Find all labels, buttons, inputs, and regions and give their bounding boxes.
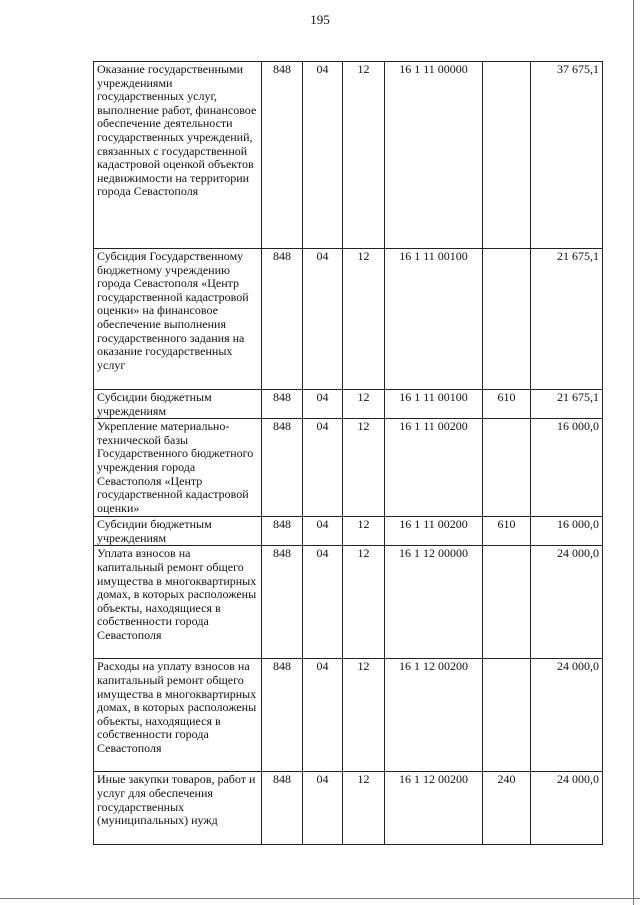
row-subsection: 12 xyxy=(343,390,385,419)
row-expense xyxy=(483,249,531,390)
row-name: Уплата взносов на капитальный ремонт общего имущества в многоквартирных домах, в которых расположены объекты, находящиеся в собственности города Севастополя xyxy=(94,546,262,659)
row-amount: 24 000,0 xyxy=(531,772,603,845)
table-row xyxy=(94,659,603,772)
row-target: 16 1 11 00200 xyxy=(385,419,483,517)
row-subsection: 12 xyxy=(343,62,385,249)
row-expense xyxy=(483,419,531,517)
row-target: 16 1 12 00200 xyxy=(385,772,483,845)
row-section: 04 xyxy=(303,546,343,659)
row-expense: 610 xyxy=(483,517,531,546)
row-section: 04 xyxy=(303,249,343,390)
row-code: 848 xyxy=(262,517,303,546)
row-subsection: 12 xyxy=(343,517,385,546)
row-code: 848 xyxy=(262,659,303,772)
row-target: 16 1 11 00000 xyxy=(385,62,483,249)
row-target: 16 1 12 00200 xyxy=(385,659,483,772)
row-amount: 24 000,0 xyxy=(531,659,603,772)
row-target: 16 1 11 00100 xyxy=(385,390,483,419)
row-name: Субсидия Государственному бюджетному учреждению города Севастополя «Центр государственной кадастровой оценки» на финансовое обеспечение выполнения государственного задания на оказание государственных услуг xyxy=(94,249,262,390)
row-expense xyxy=(483,546,531,659)
budget-table xyxy=(93,61,603,845)
row-expense xyxy=(483,659,531,772)
row-target: 16 1 12 00000 xyxy=(385,546,483,659)
row-target: 16 1 11 00100 xyxy=(385,249,483,390)
row-subsection: 12 xyxy=(343,249,385,390)
row-name: Расходы на уплату взносов на капитальный ремонт общего имущества в многоквартирных домах, в которых расположены объекты, находящиеся в собственности города Севастополя xyxy=(94,659,262,772)
row-code: 848 xyxy=(262,419,303,517)
row-section: 04 xyxy=(303,419,343,517)
row-name: Субсидии бюджетным учреждениям xyxy=(94,390,262,419)
row-subsection: 12 xyxy=(343,419,385,517)
row-expense: 610 xyxy=(483,390,531,419)
row-name: Укрепление материально-технической базы Государственного бюджетного учреждения города Севастополя «Центр государственной кадастровой оценки» xyxy=(94,419,262,517)
table-row xyxy=(94,772,603,845)
row-amount: 21 675,1 xyxy=(531,390,603,419)
table-row xyxy=(94,517,603,546)
table-row xyxy=(94,390,603,419)
row-subsection: 12 xyxy=(343,772,385,845)
row-subsection: 12 xyxy=(343,659,385,772)
row-amount: 37 675,1 xyxy=(531,62,603,249)
row-name: Оказание государственными учреждениями государственных услуг, выполнение работ, финансовое обеспечение деятельности государственных учреждений, связанных с государственной кадастровой оценкой объектов недвижимости на территории города Севастополя xyxy=(94,62,262,249)
scan-edge-bottom xyxy=(0,898,640,899)
row-section: 04 xyxy=(303,390,343,419)
table-row xyxy=(94,419,603,517)
row-code: 848 xyxy=(262,249,303,390)
page-number: 195 xyxy=(310,12,330,27)
row-section: 04 xyxy=(303,772,343,845)
table-row xyxy=(94,546,603,659)
row-amount: 16 000,0 xyxy=(531,517,603,546)
scan-edge-right xyxy=(633,0,634,905)
table-row xyxy=(94,249,603,390)
row-code: 848 xyxy=(262,62,303,249)
row-amount: 24 000,0 xyxy=(531,546,603,659)
row-section: 04 xyxy=(303,62,343,249)
row-code: 848 xyxy=(262,772,303,845)
row-subsection: 12 xyxy=(343,546,385,659)
row-target: 16 1 11 00200 xyxy=(385,517,483,546)
row-section: 04 xyxy=(303,659,343,772)
row-name: Субсидии бюджетным учреждениям xyxy=(94,517,262,546)
row-code: 848 xyxy=(262,390,303,419)
row-expense: 240 xyxy=(483,772,531,845)
row-section: 04 xyxy=(303,517,343,546)
table-row xyxy=(94,62,603,249)
row-name: Иные закупки товаров, работ и услуг для обеспечения государственных (муниципальных) нужд xyxy=(94,772,262,845)
row-expense xyxy=(483,62,531,249)
row-amount: 16 000,0 xyxy=(531,419,603,517)
row-code: 848 xyxy=(262,546,303,659)
row-amount: 21 675,1 xyxy=(531,249,603,390)
